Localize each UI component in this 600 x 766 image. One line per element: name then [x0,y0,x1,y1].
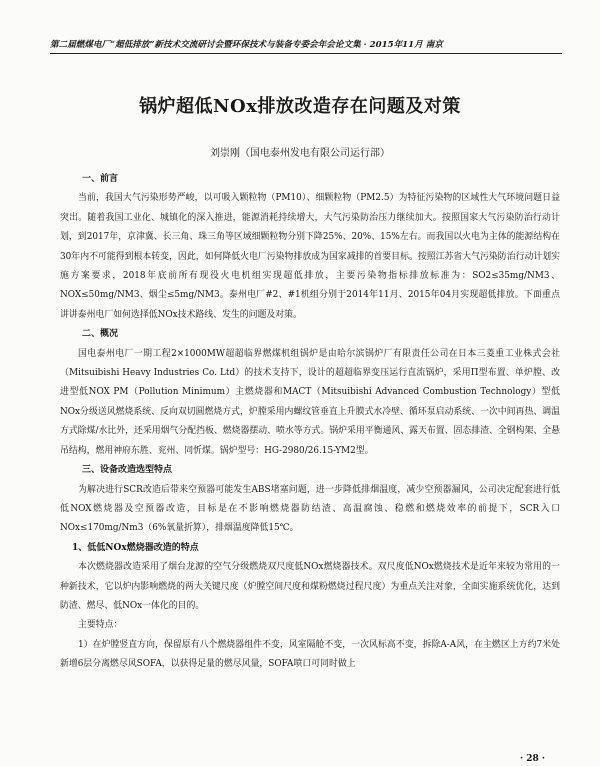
running-header: 第二届燃煤电厂“超低排放”新技术交流研讨会暨环保技术与装备专委会年会论文集 · 2015年11月 南京 [50,38,562,54]
body-text [60,170,560,675]
subsection-heading-burner: 1、低低NOx燃烧器改造的特点 [72,542,199,553]
paragraph-preface: 当前，我国大气污染形势严峻，以可吸入颗粒物（PM10）、细颗粒物（PM2.5）为特征污染物的区域性大气环境问题日益突出。随着我国工业化、城镇化的深入推进，能源消耗持续增大，大气污染防治压力继续加大。按照国家大气污染防治行动计划，到2017年，京津冀、长三角、珠三角等区域细颗粒物分别下降25%、20%、15%左右。而我国以火电为主体的能源结构在30年内不可能得到根本转变，因此，如何降低火电厂污染物排放成为国家减排的首要目标。按照江苏省大气污染防治行动计划实施方案要求，2018年底前所有现役火电机组实现超低排放，主要污染物指标排放标准为：SO2≤35mg/NM3、NOX≤50mg/NM3、烟尘≤5mg/NM3。泰州电厂#2、#1机组分别于2014年11月、2015年04月实现超低排放。下面重点讲讲泰州电厂如何选择低NOx技术路线、发生的问题及对策。 [60,193,560,320]
paragraph-point-1: 1）在炉膛竖直方向，保留原有八个燃烧器组件不变，风室隔舱不变，一次风标高不变，拆除A-A风，在主燃区上方约7米处新增6层分离燃尽风SOFA，以获得足量的燃尽风量，SOFA喷口可同时做上 [60,639,560,670]
paragraph-burner: 本次燃烧器改造采用了烟台龙源的空气分级燃烧双尺度低NOx燃烧器技术。双尺度低NOx燃烧技术是近年来较为常用的一种新技术，它以炉内影响燃烧的两大关键尺度（炉膛空间尺度和煤粉燃烧过程尺度）为重点关注对象，全面实施系统优化，达到防渣、燃尽、低NOx一体化的目的。 [60,562,560,611]
section-heading-retrofit: 三、设备改造选型特点 [82,465,173,476]
paragraph-retrofit: 为解决进行SCR改造后带来空预器可能发生ABS堵塞问题，进一步降低排烟温度，减少空预器漏风，公司决定配套进行低低NOX燃烧器及空预器改造，目标是在不影响燃烧器防结渣、高温腐蚀、稳燃和燃烧效率的前提下，SCR入口NOx≤170mg/Nm3（6%氧量折算），排烟温度降低15℃。 [60,484,560,534]
author-line: 刘崇刚（国电泰州发电有限公司运行部） [210,148,390,159]
paragraph-overview: 国电泰州电厂一期工程2×1000MW超超临界燃煤机组锅炉是由哈尔滨锅炉厂有限责任公司在日本三菱重工业株式会社（Mitsuibishi Heavy Industries Co. Ltd）的技术支持下，设计的超超临界变压运行直流锅炉，采用Π型布置、单炉膛、改进型低NOX PM（Pollution Minimum）主燃烧器和MACT（Mitsuibishi Advanced Combustion Technology）型低NOx分级送风燃烧系统、反向双切圆燃烧方式，炉膛采用内螺纹管垂直上升膜式水冷壁、循环泵启动系统、一次中间再热、调温方式除煤/水比外，还采用烟气分配挡板、燃烧器摆动、喷水等方式。锅炉采用平衡通风、露天布置、固态排渣、全钢构架、全悬吊结构，燃用神府东胜、兖州、同忻煤。锅炉型号：HG-2980/26.15-YM2型。 [60,348,560,456]
section-heading-preface: 一、前言 [82,174,119,184]
page-number: · 28 · [520,754,546,764]
section-heading-overview: 二、概况 [82,329,119,340]
main-points-label: 主要特点： [78,620,123,631]
paper-title: 锅炉超低NOx排放改造存在问题及对策 [139,96,461,117]
